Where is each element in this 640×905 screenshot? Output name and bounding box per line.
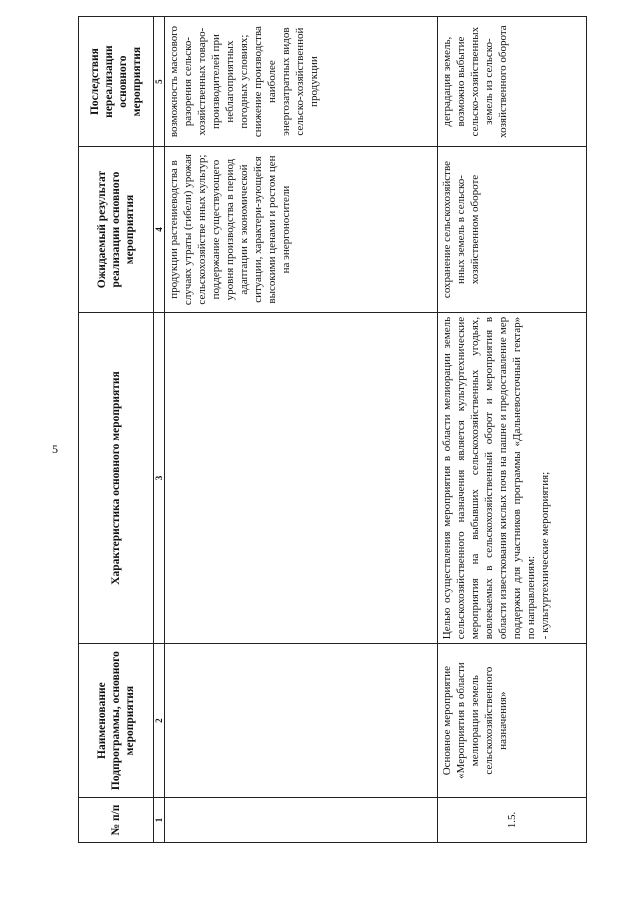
landscape-sheet: [78, 16, 615, 843]
header-result: Ожидаемый результат реализации основного мероприятия: [79, 147, 154, 313]
column-number: 2: [154, 644, 165, 798]
cell-consequence: деградация земель, возможно выбытие сельско-хозяйственных земель из сельско-хозяйственного оборота: [438, 17, 587, 147]
cell-result: продукции растениеводства в случаях утраты (гибели) урожая сельскохозяйстве нных культур; поддержание существующего уровня производства в период адаптации к экономической ситуации, характери-зующейся высокими ценами и ростом цен на энергоносители: [165, 147, 438, 313]
table-header-row: [79, 17, 154, 843]
description-item: - культуртехнические мероприятия;: [539, 471, 551, 640]
column-number: 3: [154, 312, 165, 643]
column-number: 4: [154, 147, 165, 313]
cell-description: [165, 312, 438, 643]
column-number-row: [154, 17, 165, 843]
cell-name: Основное мероприятие «Мероприятия в области мелиорации земель сельскохозяйственного назначения»: [438, 644, 587, 798]
cell-consequence: возможность массового разорения сельско-хозяйственных товаро-производителей при неблагоприятных погодных условиях; снижение производства наиболее энергозатратных видов сельско-хозяйственной продукции: [165, 17, 438, 147]
cell-description: [438, 312, 587, 643]
header-description: Характеристика основного мероприятия: [79, 312, 154, 643]
cell-num: [165, 798, 438, 843]
activities-table: [78, 16, 587, 843]
column-number: 5: [154, 17, 165, 147]
table-row: [438, 17, 587, 843]
header-num: № п/п: [79, 798, 154, 843]
cell-num: 1.5.: [438, 798, 587, 843]
cell-result: сохранение сельскохозяйстве нных земель в сельско-хозяйственном обороте: [438, 147, 587, 313]
header-consequence: Последствия нереализации основного мероприятия: [79, 17, 154, 147]
header-name: Наименование Подпрограммы, основного мероприятия: [79, 644, 154, 798]
cell-name: [165, 644, 438, 798]
page-number: 5: [52, 442, 58, 456]
table-row: [165, 17, 438, 843]
column-number: 1: [154, 798, 165, 843]
description-text: Целью осуществления мероприятия в области мелиорации земель сельскохозяйственного назначения является культуртехнические мероприятия на выбывших сельскохозяйственных угодьях, вовлекаемых в сельскохозяйственный оборот и мероприятия в области известкования кислых почв на пашне и предоставление мер поддержки для участников программы «Дальневосточный гектар» по направлениям:: [441, 316, 537, 640]
